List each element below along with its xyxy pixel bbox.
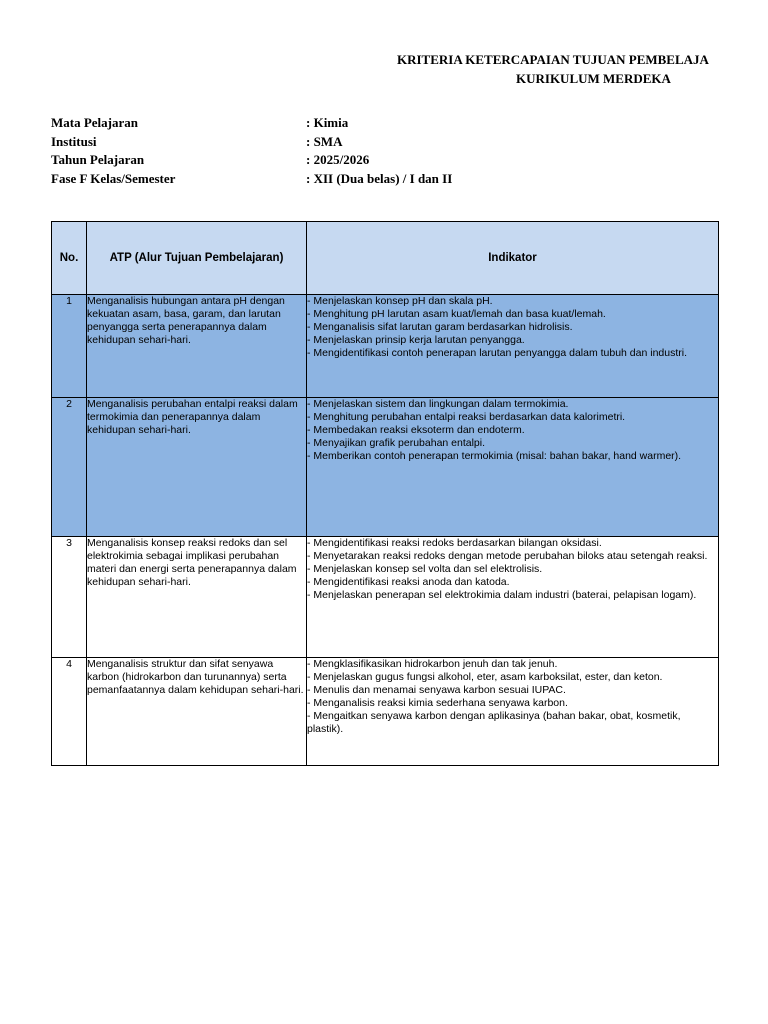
row-number: 4: [52, 658, 87, 766]
indikator-item: - Menyajikan grafik perubahan entalpi.: [307, 436, 486, 449]
meta-row-year: [51, 151, 731, 170]
meta-label: Mata Pelajaran: [51, 115, 139, 131]
meta-label: Tahun Pelajaran: [51, 152, 145, 168]
indikator-item: - Menganalisis reaksi kimia sederhana senyawa karbon.: [307, 696, 568, 709]
row-number: 2: [52, 398, 87, 537]
header-no: No.: [52, 222, 87, 295]
atp-cell: Menganalisis konsep reaksi redoks dan sel elektrokimia sebagai implikasi perubahan materi dan energi serta penerapannya dalam kehidupan sehari-hari.: [87, 537, 307, 658]
indikator-item: - Menghitung pH larutan asam kuat/lemah dan basa kuat/lemah.: [307, 307, 606, 320]
row-number: 3: [52, 537, 87, 658]
indikator-item: - Menjelaskan gugus fungsi alkohol, eter, asam karboksilat, ester, dan keton.: [307, 670, 663, 683]
indikator-item: - Menganalisis sifat larutan garam berdasarkan hidrolisis.: [307, 320, 573, 333]
atp-cell: Menganalisis perubahan entalpi reaksi dalam termokimia dan penerapannya dalam kehidupan sehari-hari.: [87, 398, 307, 537]
table-row: [52, 537, 719, 658]
indikator-item: - Memberikan contoh penerapan termokimia (misal: bahan bakar, hand warmer).: [307, 449, 682, 462]
indikator-item: - Menjelaskan sistem dan lingkungan dalam termokimia.: [307, 398, 569, 410]
indikator-item: - Mengidentifikasi reaksi anoda dan katoda.: [307, 575, 510, 588]
indikator-item: - Menjelaskan konsep pH dan skala pH.: [307, 295, 493, 307]
indikator-cell: [307, 295, 719, 398]
kktp-table: [51, 221, 719, 766]
atp-cell: Menganalisis hubungan antara pH dengan kekuatan asam, basa, garam, dan larutan penyangga serta penerapannya dalam kehidupan sehari-hari.: [87, 295, 307, 398]
table-row: [52, 295, 719, 398]
meta-label: Fase F Kelas/Semester: [51, 170, 176, 186]
document-subtitle: KURIKULUM MERDEKA: [516, 71, 671, 86]
row-number: 1: [52, 295, 87, 398]
meta-label: Institusi: [51, 133, 97, 149]
meta-row-phase: [51, 170, 731, 189]
header-indikator: Indikator: [307, 222, 719, 295]
indikator-item: - Menjelaskan prinsip kerja larutan penyangga.: [307, 333, 525, 346]
indikator-cell: [307, 398, 719, 537]
meta-value: : 2025/2026: [306, 152, 370, 168]
indikator-item: - Menghitung perubahan entalpi reaksi berdasarkan data kalorimetri.: [307, 410, 626, 423]
indikator-cell: [307, 537, 719, 658]
header-atp: ATP (Alur Tujuan Pembelajaran): [87, 222, 307, 295]
indikator-item: - Menjelaskan penerapan sel elektrokimia dalam industri (baterai, pelapisan logam).: [307, 588, 697, 601]
meta-value: : Kimia: [306, 115, 349, 131]
meta-block: [51, 114, 731, 188]
indikator-item: - Mengaitkan senyawa karbon dengan aplikasinya (bahan bakar, obat, kosmetik, plastik).: [307, 709, 681, 735]
table-row: [52, 398, 719, 537]
indikator-item: - Menulis dan menamai senyawa karbon sesuai IUPAC.: [307, 683, 566, 696]
table-row: [52, 658, 719, 766]
document-title: KRITERIA KETERCAPAIAN TUJUAN PEMBELAJA: [397, 52, 709, 67]
indikator-item: - Menjelaskan konsep sel volta dan sel elektrolisis.: [307, 562, 543, 575]
table-header-row: [52, 222, 719, 295]
meta-value: : XII (Dua belas) / I dan II: [306, 170, 453, 186]
meta-row-subject: [51, 114, 731, 133]
indikator-item: - Mengidentifikasi reaksi redoks berdasarkan bilangan oksidasi.: [307, 537, 602, 549]
indikator-item: - Mengidentifikasi contoh penerapan larutan penyangga dalam tubuh dan industri.: [307, 346, 688, 359]
indikator-cell: [307, 658, 719, 766]
indikator-item: - Mengklasifikasikan hidrokarbon jenuh dan tak jenuh.: [307, 658, 558, 670]
atp-cell: Menganalisis struktur dan sifat senyawa karbon (hidrokarbon dan turunannya) serta pemanfaatannya dalam kehidupan sehari-hari.: [87, 658, 307, 766]
indikator-item: - Menyetarakan reaksi redoks dengan metode perubahan biloks atau setengah reaksi.: [307, 549, 708, 562]
indikator-item: - Membedakan reaksi eksoterm dan endoterm.: [307, 423, 525, 436]
meta-row-institution: [51, 133, 731, 152]
meta-value: : SMA: [306, 133, 343, 149]
